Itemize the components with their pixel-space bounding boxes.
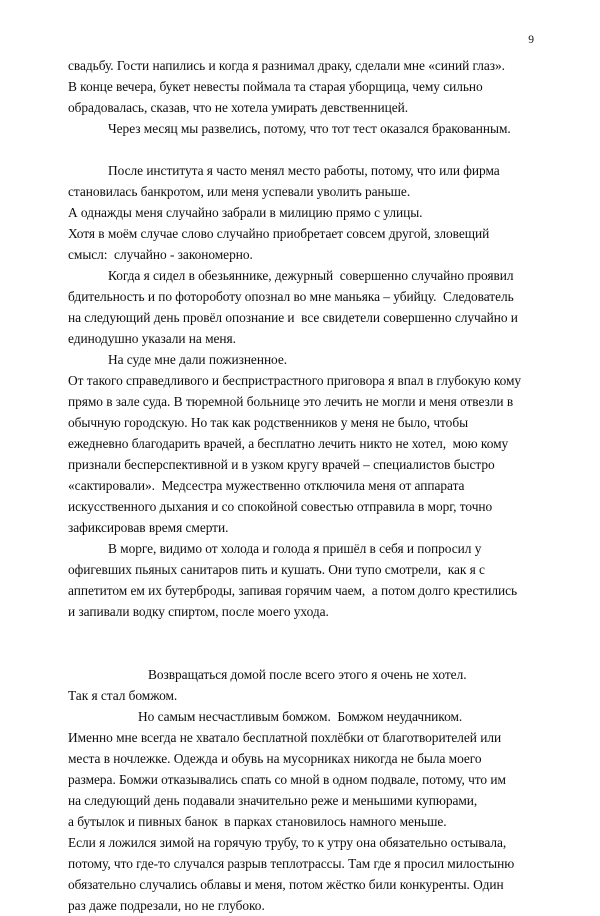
text-line: потому, что где-то случался разрыв теплотрассы. Там где я просил милостыню	[68, 856, 515, 871]
text-line: Через месяц мы развелись, потому, что тот тест оказался бракованным.	[108, 121, 511, 136]
text-line: обрадовалась, сказав, что не хотела умирать девственницей.	[68, 100, 409, 115]
text-line: Когда я сидел в обезьяннике, дежурный совершенно случайно проявил	[108, 268, 514, 283]
text-line: Именно мне всегда не хватало бесплатной похлёбки от благотворителей или	[68, 730, 502, 745]
text-line: на следующий день подавали значительно реже и меньшими купюрами,	[68, 793, 478, 808]
text-line: размера. Бомжи отказывались спать со мной в одном подвале, потому, что им	[68, 772, 506, 787]
text-line: ежедневно благодарить врачей, а бесплатно лечить никто не хотел, мою кому	[68, 436, 509, 451]
text-line: и запивали водку спиртом, после моего ухода.	[68, 604, 329, 619]
text-line: прямо в зале суда. В тюремной больнице это лечить не могли и меня отвезли в	[68, 394, 514, 409]
text-line: единодушно указали на меня.	[68, 331, 236, 346]
text-line: раз даже подрезали, но не глубоко.	[68, 898, 265, 913]
text-line: зафиксировав время смерти.	[68, 520, 229, 535]
text-line: От такого справедливого и беспристрастного приговора я впал в глубокую кому	[68, 373, 522, 388]
text-line: свадьбу. Гости напились и когда я разнимал драку, сделали мне «синий глаз».	[68, 58, 505, 73]
text-line: становилась банкротом, или меня успевали уволить раньше.	[68, 184, 411, 199]
text-line: на следующий день провёл опознание и все свидетели совершенно случайно и	[68, 310, 518, 325]
text-line: офигевших пьяных санитаров пить и кушать. Они тупо смотрели, как я с	[68, 562, 485, 577]
text-line: а бутылок и пивных банок в парках становилось намного меньше.	[68, 814, 447, 829]
text-line: Возвращаться домой после всего этого я очень не хотел.	[148, 667, 467, 682]
text-line: А однажды меня случайно забрали в милицию прямо с улицы.	[68, 205, 423, 220]
text-line: смысл: случайно - закономерно.	[68, 247, 253, 262]
text-line: На суде мне дали пожизненное.	[108, 352, 288, 367]
text-line: признали бесперспективной и в узком кругу врачей – специалистов быстро	[68, 457, 495, 472]
text-line: «сактировали». Медсестра мужественно отключила меня от аппарата	[68, 478, 465, 493]
text-line: Так я стал бомжом.	[68, 688, 178, 703]
text-line: Но самым несчастливым бомжом. Бомжом неудачником.	[138, 709, 463, 724]
document-body	[68, 55, 540, 916]
text-line: аппетитом ем их бутерброды, запивая горячим чаем, а потом долго крестились	[68, 583, 518, 598]
text-line: бдительность и по фотороботу опознал во мне маньяка – убийцу. Следователь	[68, 289, 514, 304]
text-line: В конце вечера, букет невесты поймала та старая уборщица, чему сильно	[68, 79, 483, 94]
text-line: обязательно случались облавы и меня, потом жёстко били конкуренты. Один	[68, 877, 504, 892]
text-line: обычную городскую. Но так как родственников у меня не было, чтобы	[68, 415, 469, 430]
blank-line	[68, 139, 540, 160]
text-line: В морге, видимо от холода и голода я пришёл в себя и попросил у	[108, 541, 482, 556]
page-number: 9	[528, 34, 534, 46]
blank-line	[68, 622, 540, 643]
text-line: места в ночлежке. Одежда и обувь на мусорниках никогда не была моего	[68, 751, 482, 766]
text-line: искусственного дыхания и со спокойной совестью отправила в морг, точно	[68, 499, 493, 514]
blank-line	[68, 643, 540, 664]
text-line: Если я ложился зимой на горячую трубу, то к утру она обязательно остывала,	[68, 835, 507, 850]
text-line: После института я часто менял место работы, потому, что или фирма	[108, 163, 500, 178]
text-line: Хотя в моём случае слово случайно приобретает совсем другой, зловещий	[68, 226, 490, 241]
